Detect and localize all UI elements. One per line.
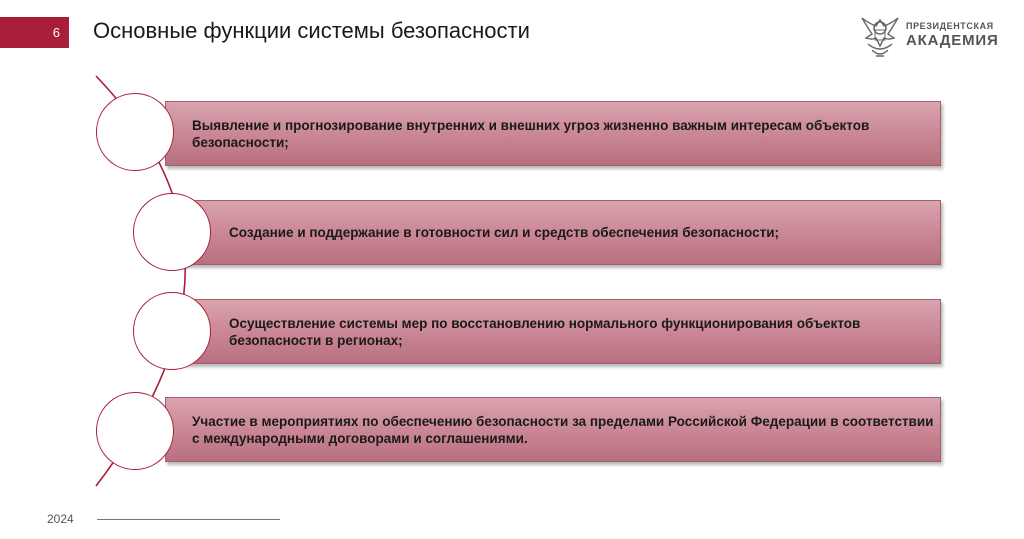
footer-year: 2024: [47, 512, 74, 526]
function-item-text: Участие в мероприятиях по обеспечению безопасности за пределами Российской Федерации в соответствии с международными договорами и соглашениями.: [192, 413, 934, 446]
bullet-circle-3: [133, 292, 211, 370]
bullet-circle-4: [96, 392, 174, 470]
function-item-3: [165, 299, 941, 364]
function-item-4: [165, 397, 941, 462]
slide-number-badge: [0, 17, 69, 48]
slide-number: 6: [52, 25, 60, 40]
function-item-text: Осуществление системы мер по восстановлению нормального функционирования объектов безопасности в регионах;: [229, 315, 861, 348]
logo-line-1: ПРЕЗИДЕНТСКАЯ: [906, 21, 994, 31]
function-item-text: Выявление и прогнозирование внутренних и внешних угроз жизненно важным интересам объектов безопасности;: [192, 117, 870, 150]
bullet-circle-2: [133, 193, 211, 271]
page-title: Основные функции системы безопасности: [93, 18, 530, 43]
bullet-circle-1: [96, 93, 174, 171]
function-item-2: [165, 200, 941, 265]
footer-divider: [97, 519, 280, 520]
function-item-text: Создание и поддержание в готовности сил и средств обеспечения безопасности;: [229, 225, 779, 240]
function-item-1: [165, 101, 941, 166]
logo-line-2: АКАДЕМИЯ: [906, 32, 999, 49]
academy-logo: [858, 8, 999, 66]
eagle-emblem-icon: [858, 8, 902, 66]
